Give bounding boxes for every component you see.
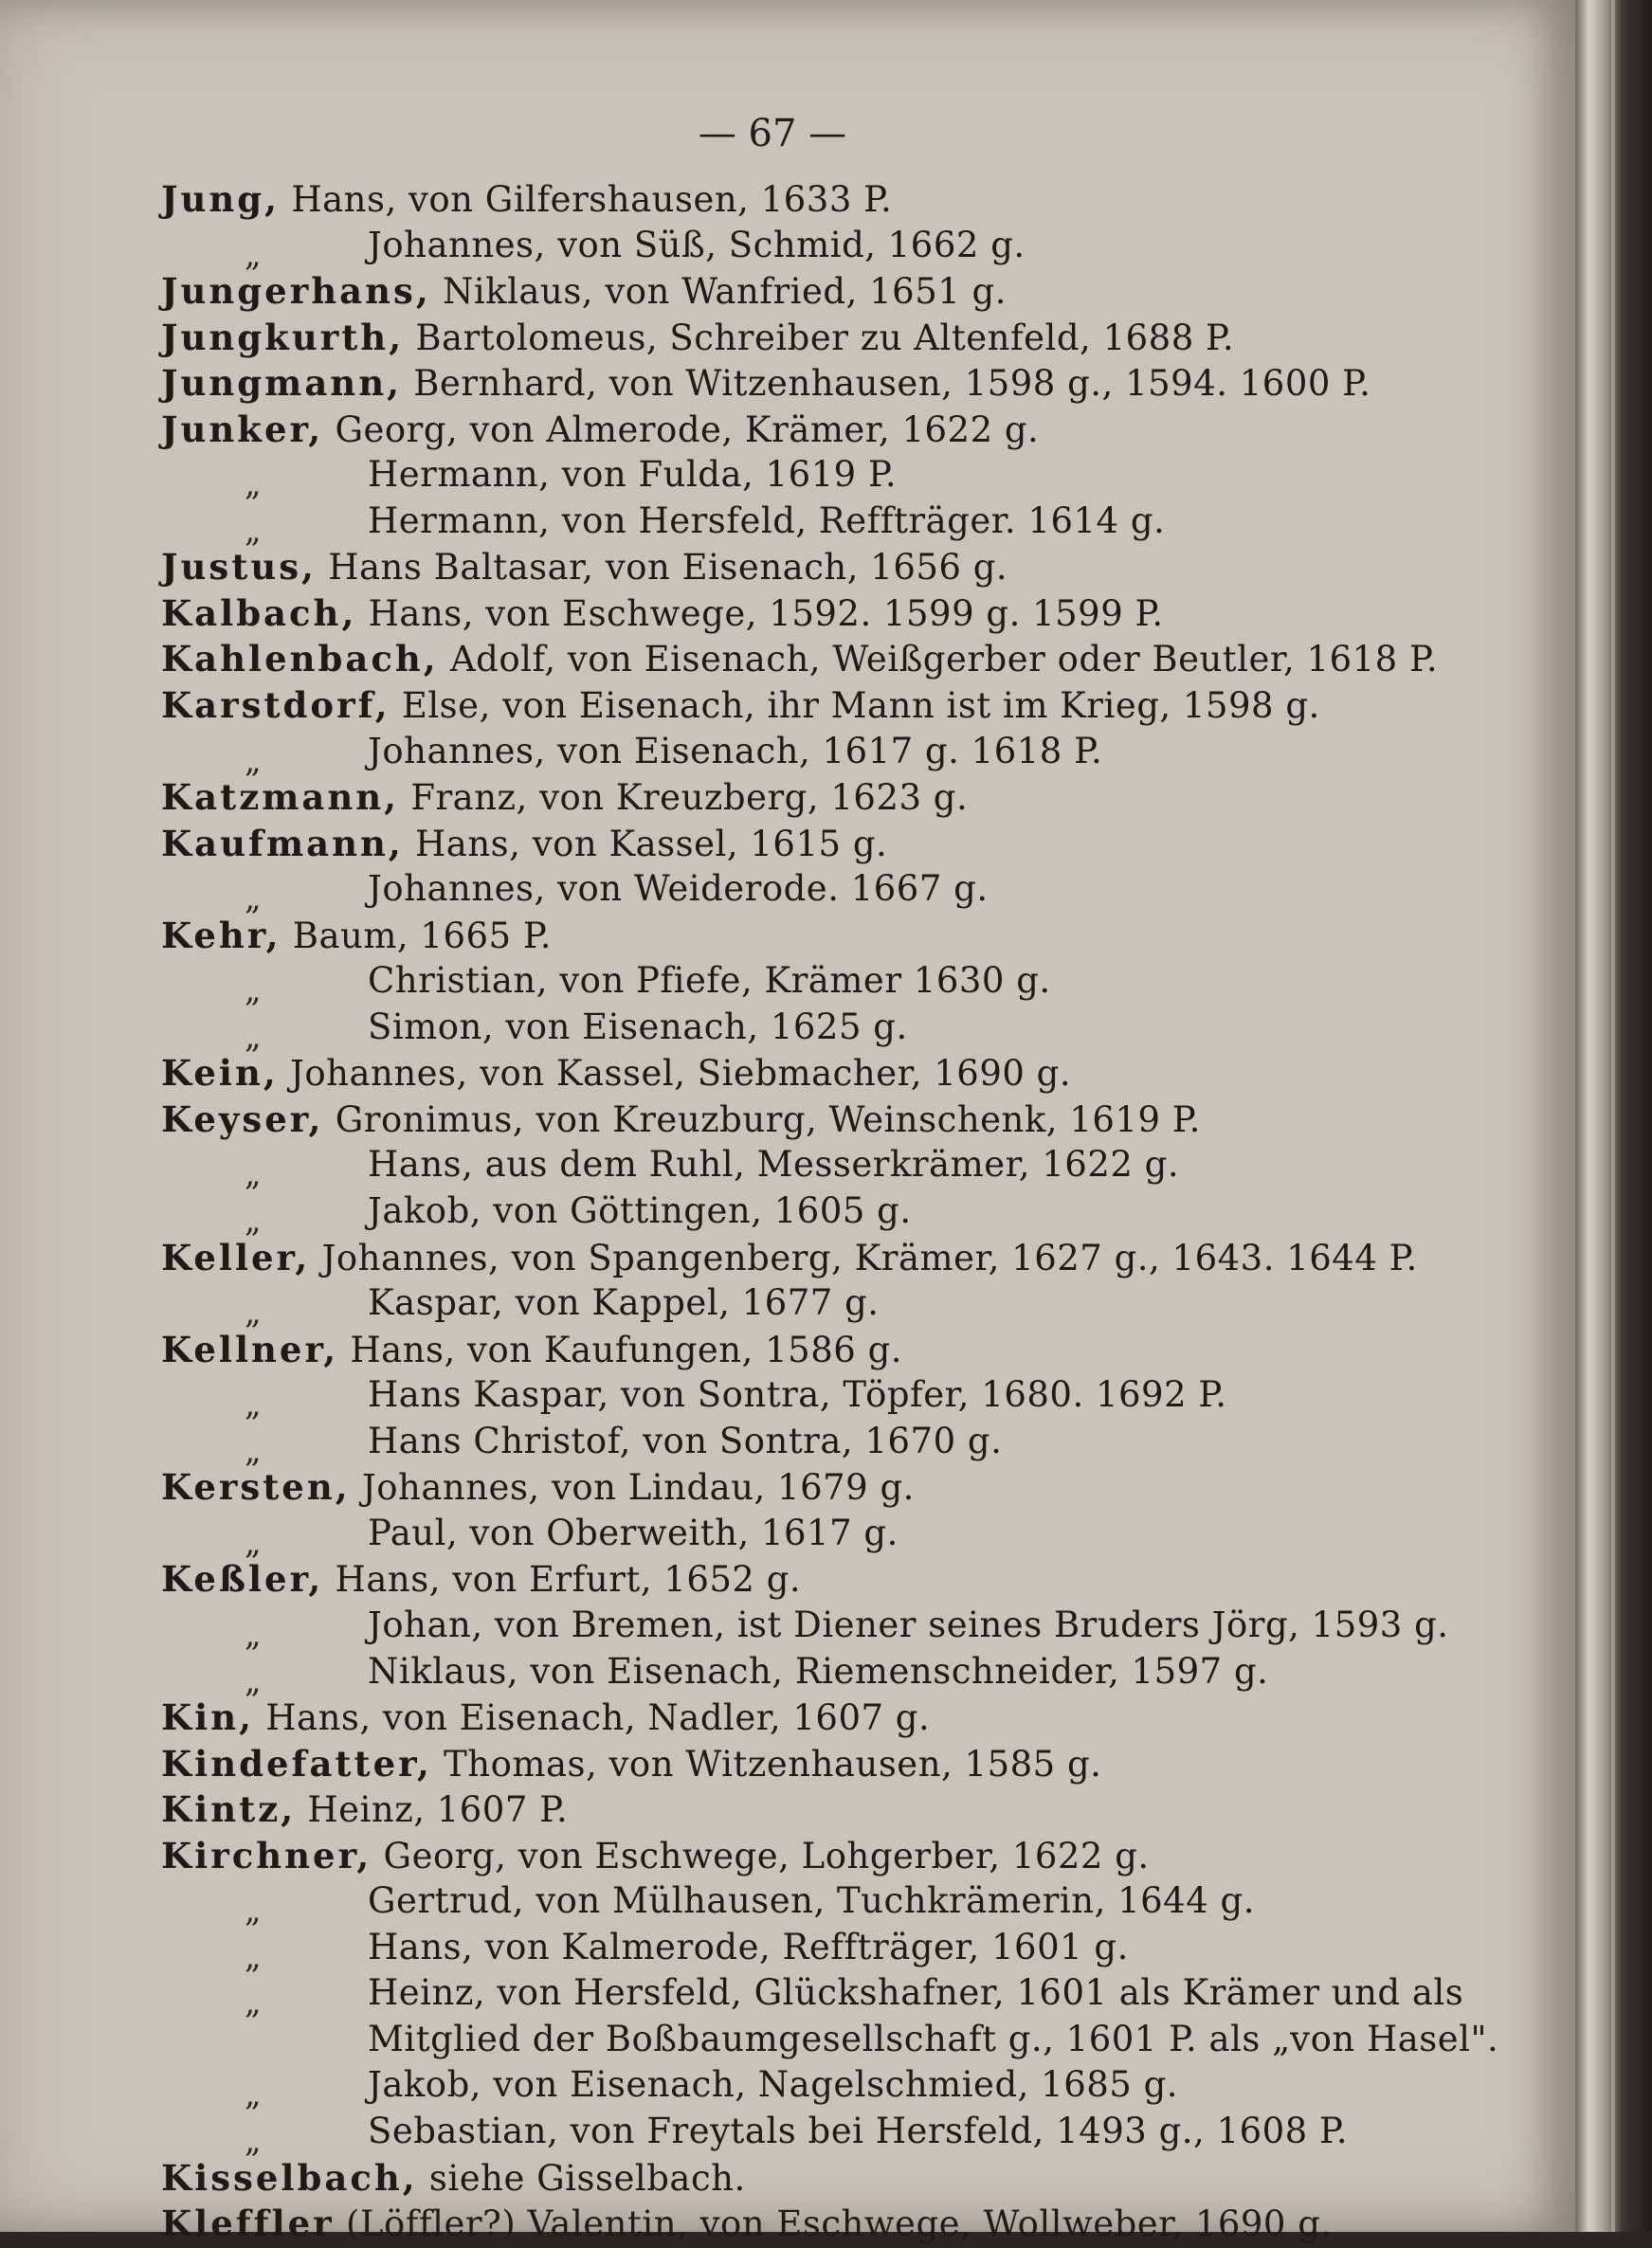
entry-surname: Karstdorf,: [161, 684, 390, 727]
entry-details: Heinz, 1607 P.: [307, 1789, 569, 1831]
entry-surname: Jungerhans,: [161, 270, 431, 313]
entry-details: Johannes, von Lindau, 1679 g.: [361, 1467, 915, 1509]
entry-details: Hans, von Eschwege, 1592. 1599 g. 1599 P.: [368, 592, 1164, 634]
entry-details: Simon, von Eisenach, 1625 g.: [368, 1006, 908, 1047]
entry-surname: Keller,: [161, 1236, 311, 1278]
entry-details: Baum, 1665 P.: [292, 915, 553, 956]
ditto-mark: „: [245, 2121, 263, 2160]
entry-details: Johannes, von Weiderode. 1667 g.: [368, 868, 989, 910]
register-entry: [161, 1050, 1393, 1097]
register-entry: [161, 636, 1439, 682]
entry-surname: Kin,: [161, 1696, 254, 1739]
entry-details: Bernhard, von Witzenhausen, 1598 g., 1594. 1600 P.: [413, 363, 1371, 405]
entry-details: Jakob, von Eisenach, Nagelschmied, 1685 g.: [368, 2064, 1179, 2106]
register-entry: [161, 2017, 1499, 2063]
entry-details: Paul, von Oberweith, 1617 g.: [368, 1512, 899, 1553]
entry-details: Johannes, von Spangenberg, Krämer, 1627 g., 1643. 1644 P.: [321, 1237, 1418, 1278]
register-entry: [161, 1649, 1393, 1700]
ditto-mark: „: [245, 1892, 263, 1931]
register-entry: [161, 1097, 1393, 1143]
register-entry: [161, 1235, 1418, 1281]
page-number: — 67 —: [698, 112, 847, 155]
entry-surname: Kirchner,: [161, 1834, 372, 1876]
register-entry: [161, 958, 1393, 1010]
register-entry: [161, 2109, 1393, 2160]
entry-details: (Löffler?) Valentin, von Eschwege, Wollweber, 1690 g.: [345, 2203, 1333, 2245]
ditto-mark: „: [245, 1523, 263, 1562]
register-entry: [161, 1786, 1393, 1833]
entry-details: Sebastian, von Freytals bei Hersfeld, 1493 g., 1608 P.: [368, 2110, 1349, 2151]
entry-details: Mitglied der Boßbaumgesellschaft g., 1601 P. als „von Hasel".: [368, 2018, 1499, 2059]
entry-details: Bartolomeus, Schreiber zu Altenfeld, 1688 P.: [415, 317, 1235, 358]
register-entry: [161, 590, 1393, 637]
register-entry: [161, 774, 1393, 821]
register-entry: [161, 821, 1393, 867]
book-edge-highlight: [1611, 0, 1615, 2232]
entry-details: Hans Baltasar, von Eisenach, 1656 g.: [328, 547, 1008, 589]
entry-details: Hans, von Kalmerode, Reffträger, 1601 g.: [368, 1926, 1129, 1967]
entry-details: Hans, von Erfurt, 1652 g.: [335, 1559, 802, 1601]
register-entry: [161, 866, 1393, 918]
ditto-mark: „: [245, 1386, 263, 1424]
register-entry: [161, 1327, 1393, 1373]
register-entry: [161, 1188, 1393, 1241]
entry-details: Niklaus, von Wanfried, 1651 g.: [442, 271, 1007, 313]
ditto-mark: „: [245, 1615, 263, 1654]
register-entry: [161, 682, 1393, 729]
entry-details: Johannes, von Kassel, Siebmacher, 1690 g.: [290, 1053, 1072, 1095]
register-entry: [161, 2155, 1393, 2202]
register-entry: [161, 1280, 1393, 1332]
entry-surname: Justus,: [161, 546, 317, 589]
entry-surname: Kein,: [161, 1052, 279, 1095]
register-entry: [161, 913, 1393, 959]
entry-details: Johan, von Bremen, ist Diener seines Bruders Jörg, 1593 g.: [368, 1604, 1449, 1645]
entry-details: Gertrud, von Mülhausen, Tuchkrämerin, 1644 g.: [368, 1880, 1255, 1922]
register-entry: [161, 176, 1393, 223]
entry-surname: Kehr,: [161, 914, 281, 956]
register-entry: [161, 1464, 1393, 1511]
entry-surname: Kahlenbach,: [161, 638, 439, 680]
entry-surname: Junker,: [161, 408, 324, 450]
entry-details: Georg, von Almerode, Krämer, 1622 g.: [335, 408, 1040, 450]
register-entry: [161, 1833, 1393, 1879]
ditto-mark: „: [245, 971, 263, 1010]
entry-details: Heinz, von Hersfeld, Glückshafner, 1601 als Krämer und als: [368, 1972, 1464, 2014]
entry-surname: Kellner,: [161, 1328, 339, 1370]
entry-details: Hans, aus dem Ruhl, Messerkrämer, 1622 g.: [368, 1144, 1180, 1186]
register-entry: [161, 1925, 1393, 1976]
entry-details: Niklaus, von Eisenach, Riemenschneider, 1597 g.: [368, 1650, 1269, 1692]
entry-details: Adolf, von Eisenach, Weißgerber oder Beutler, 1618 P.: [449, 639, 1439, 680]
register-entry: [161, 223, 1393, 274]
entry-surname: Kisselbach,: [161, 2156, 418, 2199]
ditto-mark: „: [245, 465, 263, 504]
register-entry: [161, 499, 1393, 550]
register-entry: [161, 2201, 1393, 2247]
ditto-mark: „: [245, 1155, 263, 1194]
register-entry: [161, 452, 1393, 504]
register-entry: [161, 315, 1393, 361]
entry-surname: Jungmann,: [161, 362, 402, 405]
entry-details: siehe Gisselbach.: [428, 2157, 746, 2199]
ditto-mark: „: [245, 1937, 263, 1976]
entry-details: Else, von Eisenach, ihr Mann ist im Krieg, 1598 g.: [401, 685, 1320, 727]
ditto-mark: „: [245, 879, 263, 918]
ditto-mark: „: [245, 511, 263, 550]
register-entry: [161, 1878, 1393, 1931]
entry-details: Johannes, von Eisenach, 1617 g. 1618 P.: [368, 730, 1103, 771]
entry-surname: Keßler,: [161, 1558, 324, 1601]
entry-surname: Keyser,: [161, 1097, 324, 1140]
entry-surname: Kintz,: [161, 1788, 297, 1831]
entry-details: Franz, von Kreuzberg, 1623 g.: [410, 777, 969, 819]
ditto-mark: „: [245, 1431, 263, 1470]
entry-surname: Jung,: [161, 178, 281, 220]
entry-details: Hans, von Gilfershausen, 1633 P.: [291, 179, 893, 220]
register-entry: [161, 1970, 1464, 2022]
entry-details: Georg, von Eschwege, Lohgerber, 1622 g.: [383, 1835, 1150, 1876]
ditto-mark: „: [245, 235, 263, 274]
register-entry: [161, 1142, 1393, 1194]
entry-details: Hermann, von Hersfeld, Reffträger. 1614 g.: [368, 499, 1166, 541]
ditto-mark: „: [245, 1984, 263, 2022]
register-entry: [161, 544, 1393, 590]
ditto-mark: „: [245, 741, 263, 780]
ditto-mark: „: [245, 2076, 263, 2114]
register-entry: [161, 1511, 1393, 1562]
register-entry: [161, 1695, 1393, 1741]
register-entry: [161, 407, 1393, 453]
entry-details: Hans Kaspar, von Sontra, Töpfer, 1680. 1692 P.: [368, 1374, 1227, 1416]
register-entry: [161, 2062, 1393, 2114]
register-entry: [161, 268, 1393, 315]
entry-surname: Kindefatter,: [161, 1742, 432, 1785]
entry-surname: Kalbach,: [161, 591, 357, 634]
entry-details: Hans Christof, von Sontra, 1670 g.: [368, 1420, 1003, 1461]
ditto-mark: „: [245, 1017, 263, 1056]
ditto-mark: „: [245, 1661, 263, 1700]
entry-details: Jakob, von Göttingen, 1605 g.: [368, 1190, 912, 1232]
ditto-mark: „: [245, 1294, 263, 1332]
register-entry: [161, 1372, 1393, 1424]
entry-details: Christian, von Pfiefe, Krämer 1630 g.: [368, 960, 1051, 1002]
register-entry: [161, 729, 1393, 780]
register-entries: [161, 176, 1499, 2247]
entry-surname: Katzmann,: [161, 776, 400, 819]
register-entry: [161, 1603, 1449, 1654]
entry-details: Thomas, von Witzenhausen, 1585 g.: [444, 1743, 1102, 1785]
register-entry: [161, 1556, 1393, 1603]
entry-details: Hans, von Kassel, 1615 g.: [415, 823, 888, 864]
entry-details: Hermann, von Fulda, 1619 P.: [368, 454, 898, 496]
entry-details: Johannes, von Süß, Schmid, 1662 g.: [368, 224, 1026, 265]
entry-details: Kaspar, von Kappel, 1677 g.: [368, 1282, 880, 1324]
register-entry: [161, 1741, 1393, 1787]
register-entry: [161, 1005, 1393, 1056]
register-entry: [161, 360, 1393, 407]
entry-surname: Kleffler: [161, 2203, 335, 2245]
entry-surname: Kaufmann,: [161, 822, 404, 864]
entry-details: Gronimus, von Kreuzburg, Weinschenk, 1619 P.: [335, 1098, 1201, 1140]
register-entry: [161, 1419, 1393, 1470]
entry-details: Hans, von Eisenach, Nadler, 1607 g.: [265, 1697, 931, 1739]
entry-surname: Jungkurth,: [161, 316, 405, 358]
entry-details: Hans, von Kaufungen, 1586 g.: [350, 1329, 903, 1370]
ditto-mark: „: [245, 1202, 263, 1241]
entry-surname: Kersten,: [161, 1466, 351, 1509]
